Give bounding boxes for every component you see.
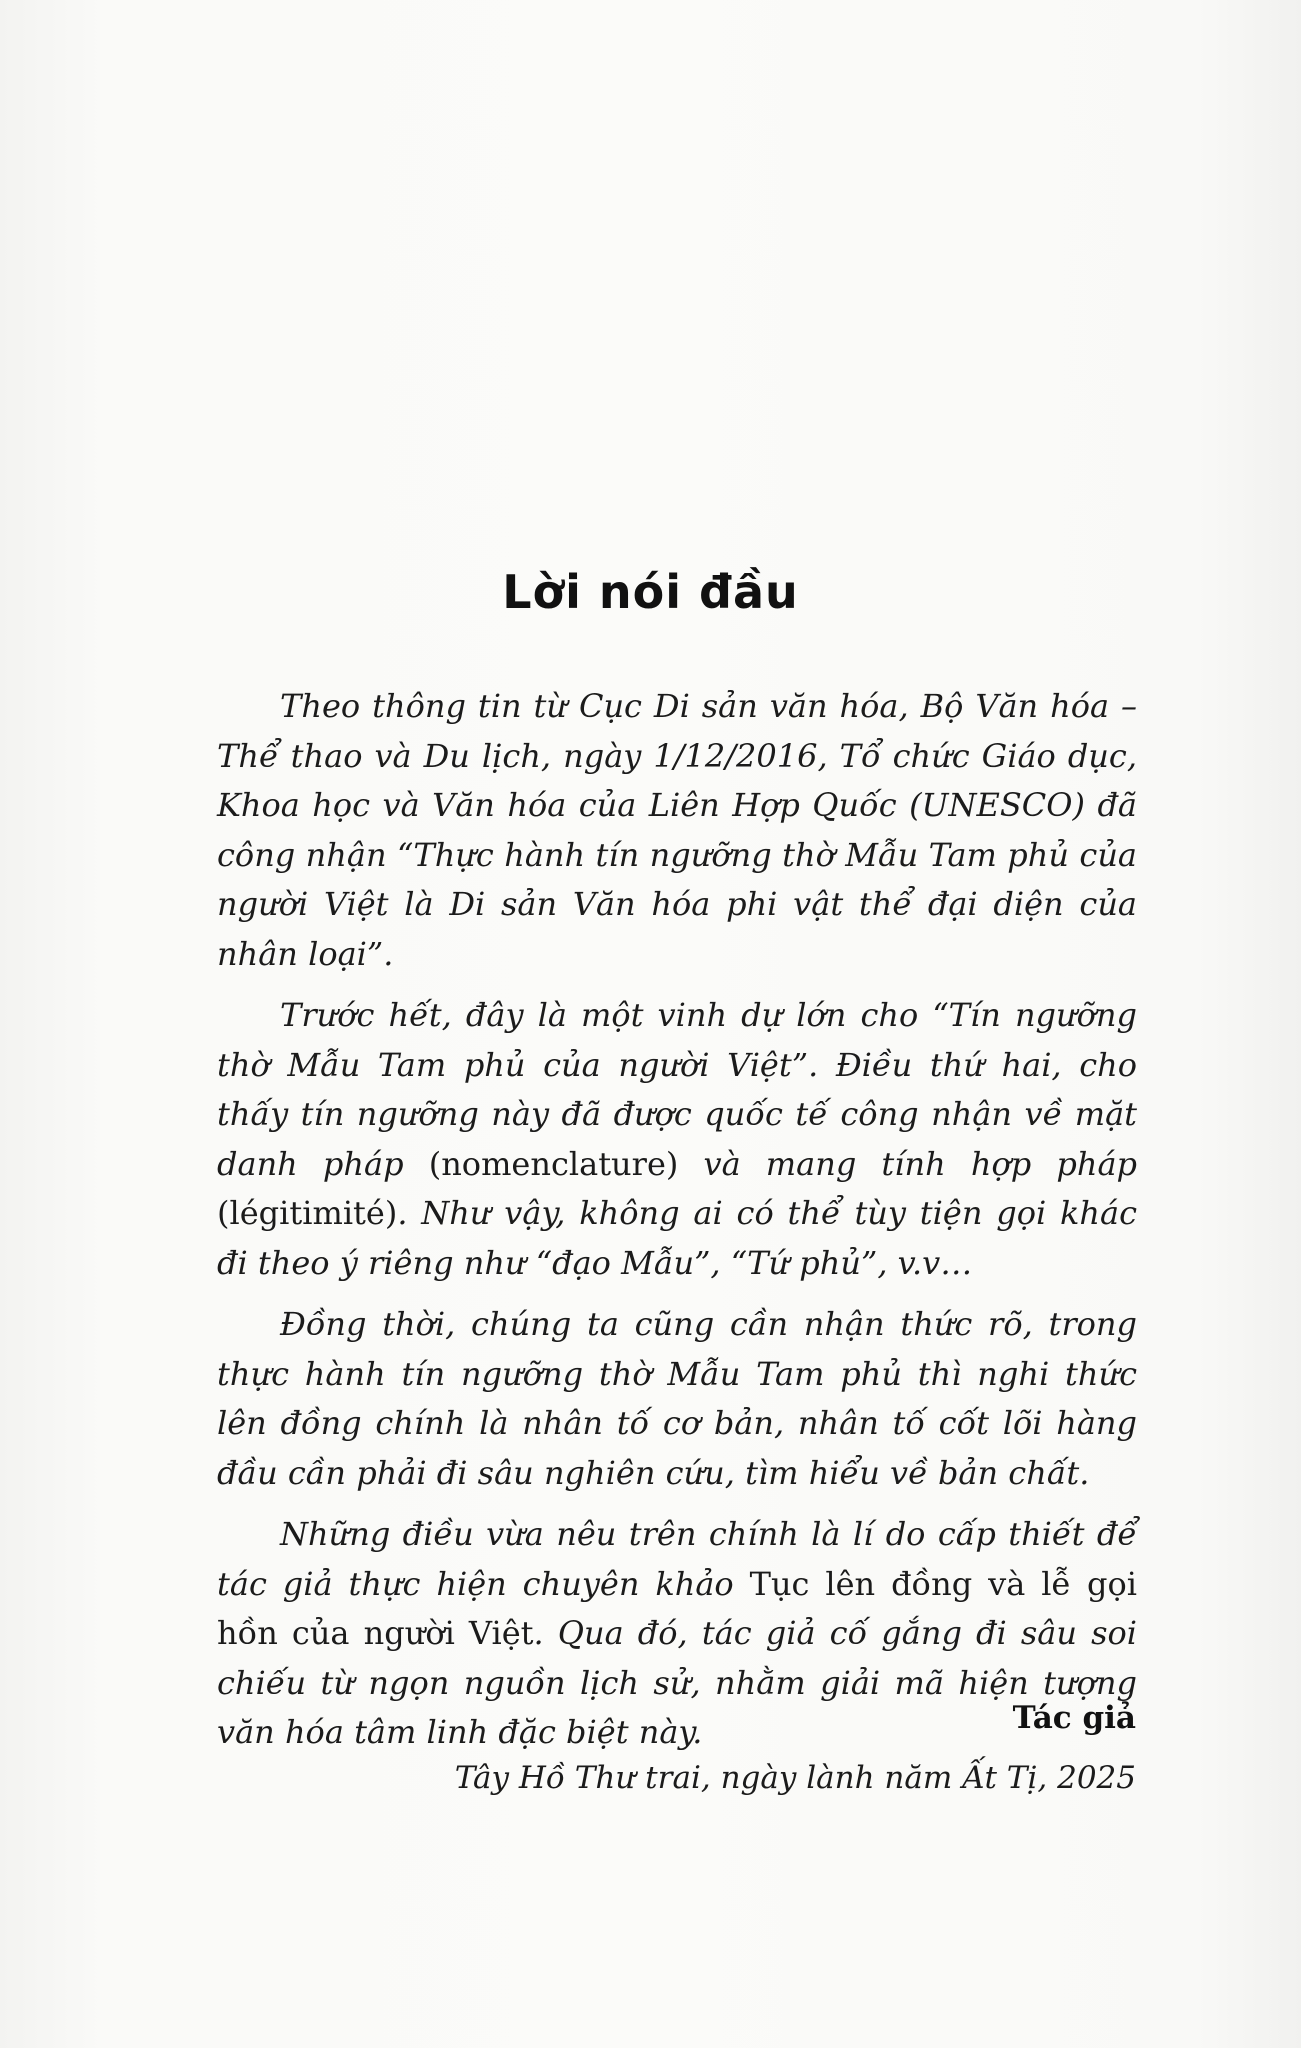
paragraph-3: Đồng thời, chúng ta cũng cần nhận thức rõ, trong thực hành tín ngưỡng thờ Mẫu Tam phủ thì nghi thức lên đồng chính là nhân tố cơ bản, nhân tố cốt lõi hàng đầu cần phải đi sâu nghiên cứu, tìm hiểu về bản chất. bbox=[217, 1305, 1137, 1492]
page-title: Lời nói đầu bbox=[502, 565, 799, 619]
author-signature: Tác giả bbox=[1012, 1700, 1136, 1736]
paragraph-2-text-a: Trước hết, đây là một vinh dự lớn cho “Tín ngưỡng thờ Mẫu Tam phủ của người Việt”. Điều thứ hai, cho thấy tín ngưỡng này đã được quốc tế công nhận về mặt danh pháp bbox=[217, 996, 1137, 1183]
paragraph-4 bbox=[217, 1510, 1137, 1758]
book-title: Tục lên đồng và lễ gọi hồn của người Việt bbox=[217, 1564, 1137, 1652]
place-date: Tây Hồ Thư trai, ngày lành năm Ất Tị, 2025 bbox=[454, 1760, 1136, 1796]
term-nomenclature: (nomenclature) bbox=[428, 1144, 679, 1183]
preface-body bbox=[217, 682, 1137, 1770]
paragraph-1: Theo thông tin từ Cục Di sản văn hóa, Bộ Văn hóa – Thể thao và Du lịch, ngày 1/12/2016, Tổ chức Giáo dục, Khoa học và Văn hóa của Liên Hợp Quốc (UNESCO) đã công nhận “Thực hành tín ngưỡng thờ Mẫu Tam phủ của người Việt là Di sản Văn hóa phi vật thể đại diện của nhân loại”. bbox=[217, 687, 1137, 973]
paragraph-4-text-b: . Qua đó, tác giả cố gắng đi sâu soi chiếu từ ngọn nguồn lịch sử, nhằm giải mã hiện tượng văn hóa tâm linh đặc biệt này. bbox=[217, 1614, 1138, 1751]
paragraph-2-text-c: . Như vậy, không ai có thể tùy tiện gọi khác đi theo ý riêng như “đạo Mẫu”, “Tứ phủ”, v.v… bbox=[217, 1194, 1137, 1282]
paragraph-4-text-a: Những điều vừa nêu trên chính là lí do cấp thiết để tác giả thực hiện chuyên khảo bbox=[217, 1515, 1137, 1603]
paragraph-2 bbox=[217, 991, 1137, 1288]
term-legitimite: (légitimité) bbox=[217, 1194, 398, 1232]
paragraph-2-text-b: và mang tính hợp pháp bbox=[678, 1144, 1138, 1183]
